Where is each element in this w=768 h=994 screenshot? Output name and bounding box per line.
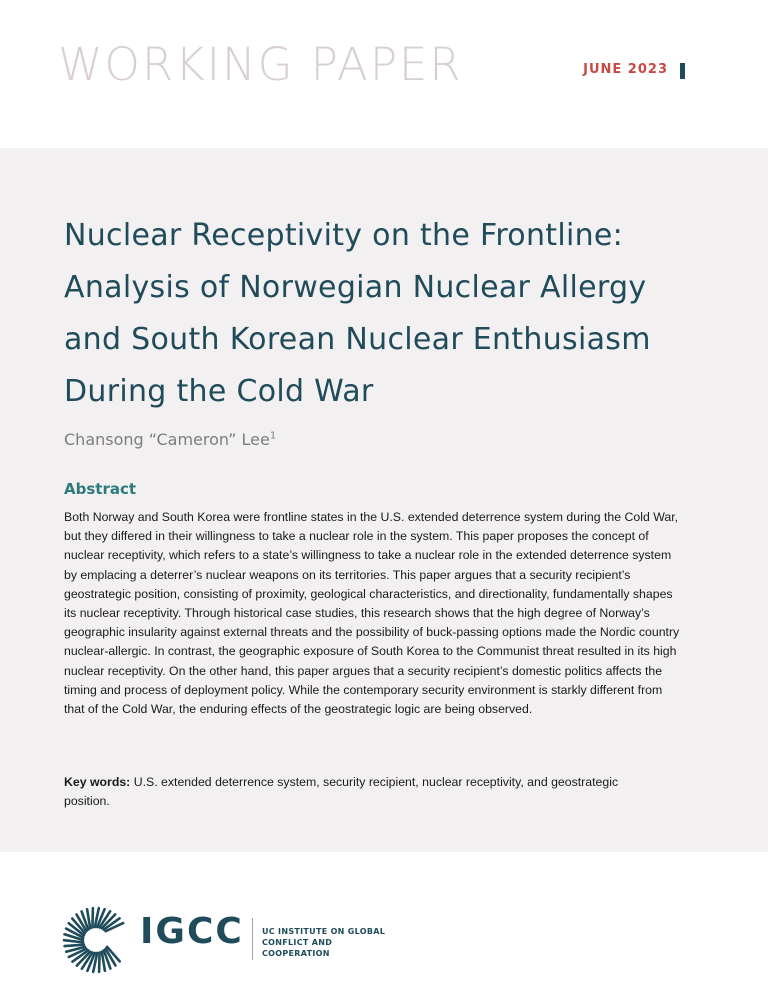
title-line: Nuclear Receptivity on the Frontline: — [64, 218, 624, 253]
header-accent-bar — [680, 63, 685, 79]
header-date: JUNE 2023 — [583, 62, 668, 77]
paper-title — [64, 210, 704, 418]
igcc-logo-text: IGCC — [140, 911, 244, 952]
author-footnote-marker: 1 — [269, 430, 277, 442]
header-label: WORKING PAPER — [58, 38, 463, 91]
title-line: During the Cold War — [64, 374, 374, 409]
keywords — [64, 773, 624, 811]
keywords-label: Key words: — [64, 775, 131, 789]
author — [64, 430, 276, 449]
logo-divider — [252, 918, 253, 960]
igcc-logo — [62, 906, 392, 976]
logo-subtitle-line: UC INSTITUTE ON GLOBAL — [262, 927, 386, 936]
igcc-logo-subtitle — [262, 926, 392, 959]
logo-subtitle-line: CONFLICT AND COOPERATION — [262, 938, 333, 958]
title-line: and South Korean Nuclear Enthusiasm — [64, 322, 651, 357]
igcc-logo-mark-icon — [62, 906, 130, 974]
abstract-text: Both Norway and South Korea were frontline states in the U.S. extended deterrence system during the Cold War, but they differed in their willingness to take a nuclear role in the system. This paper proposes the concept of nuclear receptivity, which refers to a state’s willingness to take a nuclear role in the extended deterrence system by emplacing a deterrer’s nuclear weapons on its territories. This paper argues that a security recipient’s geostrategic position, consisting of proximity, geological characteristics, and directionality, fundamentally shapes its nuclear receptivity. Through historical case studies, this research shows that the high degree of Norway’s geographic insularity against external threats and the possibility of buck-passing options made the Nordic country nuclear-allergic. In contrast, the geographic exposure of South Korea to the Communist threat resulted in its high nuclear receptivity. On the other hand, this paper argues that a security recipient’s domestic politics affects the timing and process of deployment policy. While the contemporary security environment is starkly different from that of the Cold War, the enduring effects of the geostrategic logic are being observed. — [64, 510, 680, 717]
title-line: Analysis of Norwegian Nuclear Allergy — [64, 270, 647, 305]
keywords-text: U.S. extended deterrence system, security recipient, nuclear receptivity, and geostrategic position. — [64, 775, 619, 809]
abstract-heading: Abstract — [64, 480, 137, 498]
author-name: Chansong “Cameron” Lee — [64, 430, 270, 449]
